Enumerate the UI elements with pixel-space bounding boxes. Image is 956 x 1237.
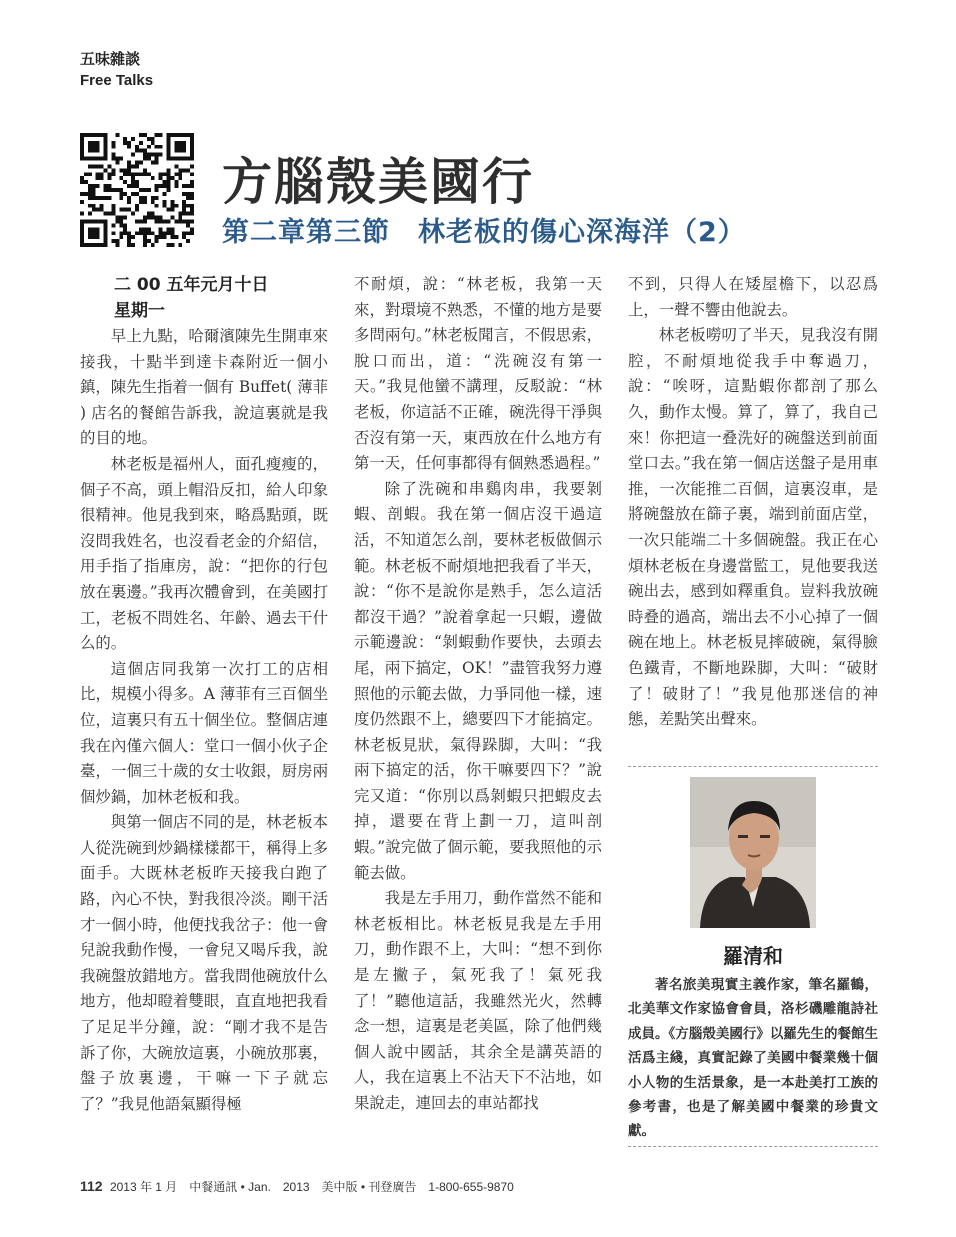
section-title-cn: 五味雜談 xyxy=(80,50,141,68)
qr-code-icon xyxy=(80,133,194,247)
divider-top xyxy=(628,766,878,767)
footer-text: 2013 年 1 月 中餐通訊 • Jan. 2013 美中版 • 刊登廣告 1-800-655-9870 xyxy=(109,1180,514,1194)
weekday-line: 星期一 xyxy=(114,301,165,321)
paragraph: 除了洗碗和串鷄肉串，我要剝蝦、剖蝦。我在第一個店沒干過這活，不知道怎么剖，要林老板做個示範。林老板不耐煩地把我看了半天，說：“你不是說你是熟手，怎么這活都沒干過？”說着拿起一只蝦，邊做示範邊說：“剝蝦動作要快，去頭去尾，兩下搞定，OK！”盡管我努力遵照他的示範去做，力爭同他一樣，速度仍然跟不上，總要四下才能搞定。林老板見狀，氣得跺脚，大叫：“我兩下搞定的活，你干嘛要四下？”說完又道：“你別以爲剝蝦只把蝦皮去掉，還要在背上劃一刀，這叫剖蝦。”說完做了個示範，要我照他的示範去做。 xyxy=(354,479,602,882)
author-name: 羅清和 xyxy=(723,944,783,968)
text-column-2 xyxy=(354,272,602,1117)
paragraph: 林老板嘮叨了半天，見我沒有開腔，不耐煩地從我手中奪過刀，說：“唉呀，這點蝦你都剖了那么久，動作太慢。算了，算了，我自己來！你把這一叠洗好的碗盤送到前面堂口去。”我在第一個店送盤子是用車推，一次能推二百個，這裏沒車，是將碗盤放在篩子裏，端到前面店堂，一次只能端二十多個碗盤。我正在心煩林老板在身邊當監工，見他要我送碗出去，感到如釋重負。豈料我放碗時叠的過高，端出去不小心掉了一個碗在地上。林老板見摔破碗，氣得臉色鐵青，不斷地跺脚，大叫：“破財了！破財了！”我見他那迷信的神態，差點笑出聲來。 xyxy=(628,326,878,729)
text-column-3 xyxy=(628,272,878,733)
text-column-1 xyxy=(80,272,328,1117)
author-bio: 著名旅美現實主義作家，筆名羅鶴，北美華文作家協會會員，洛杉磯雕龍詩社成員。《方腦殼美國行》以羅先生的餐館生活爲主綫，真實記錄了美國中餐業幾十個小人物的生活景象，是一本赴美打工族的參考書，也是了解美國中餐業的珍貴文獻。 xyxy=(628,977,878,1140)
page-footer xyxy=(80,1178,514,1195)
paragraph: 林老板是福州人，面孔瘦瘦的，個子不高，頭上帽沿反扣，給人印象很精神。他見我到來，略爲點頭，既沒問我姓名，也沒看老金的介紹信，用手指了指庫房，說：“把你的行包放在裏邊。”我再次體會到，在美國打工，老板不問姓名、年齡、過去干什么的。 xyxy=(80,454,328,653)
article-subtitle: 第二章第三節 林老板的傷心深海洋（2） xyxy=(222,217,746,248)
article-title: 方腦殼美國行 xyxy=(222,152,534,211)
section-title-en: Free Talks xyxy=(80,72,154,89)
divider-bottom xyxy=(628,1146,878,1147)
date-line: 二 00 五年元月十日 xyxy=(114,275,269,295)
paragraph: 與第一個店不同的是，林老板本人從洗碗到炒鍋樣樣都干，稱得上多面手。大既林老板昨天接我白跑了路，內心不快，對我很冷淡。剛干活才一個小時，他便找我岔子：他一會兒說我動作慢，一會兒又喝斥我，說我碗盤放錯地方。當我問他碗放什么地方，他却瞪着雙眼，直直地把我看了足足半分鐘，說：“剛才我不是告訴了你，大碗放這裏，小碗放那裏，盤子放裏邊，干嘛一下子就忘了？”我見他語氣顯得極 xyxy=(80,813,328,1113)
paragraph: 不到，只得人在矮屋檐下，以忍爲上，一聲不響由他說去。 xyxy=(628,275,878,319)
paragraph: 不耐煩，說：“林老板，我第一天來，對環境不熟悉，不懂的地方是要多問兩句。”林老板聞言，不假思索，脫口而出，道：“洗碗沒有第一天。”我見他蠻不講理，反駁說：“林老板，你這話不正確，碗洗得干淨與否沒有第一天，東西放在什么地方有第一天，任何事都得有個熟悉過程。” xyxy=(354,275,602,473)
paragraph: 早上九點，哈爾濱陳先生開車來接我，十點半到達卡森附近一個小鎮，陳先生指着一個有 Buffet( 薄菲 ) 店名的餐館告訴我，說這裏就是我的目的地。 xyxy=(80,327,328,448)
page-number: 112 xyxy=(80,1178,103,1194)
author-photo xyxy=(690,777,816,928)
paragraph: 我是左手用刀，動作當然不能和林老板相比。林老板見我是左手用刀，動作跟不上，大叫：“想不到你是左撇子，氣死我了！氣死我了！”聽他這話，我雖然光火，然轉念一想，這裏是老美區，除了他們幾個人說中國話，其余全是講英語的人，我在這裏上不沾天下不沾地，如果說走，連回去的車站都找 xyxy=(354,889,602,1112)
paragraph: 這個店同我第一次打工的店相比，規模小得多。A 薄菲有三百個坐位，這裏只有五十個坐位。整個店連我在內僅六個人：堂口一個小伙子企臺，一個三十歲的女士收銀，厨房兩個炒鍋，加林老板和我。 xyxy=(80,659,328,806)
